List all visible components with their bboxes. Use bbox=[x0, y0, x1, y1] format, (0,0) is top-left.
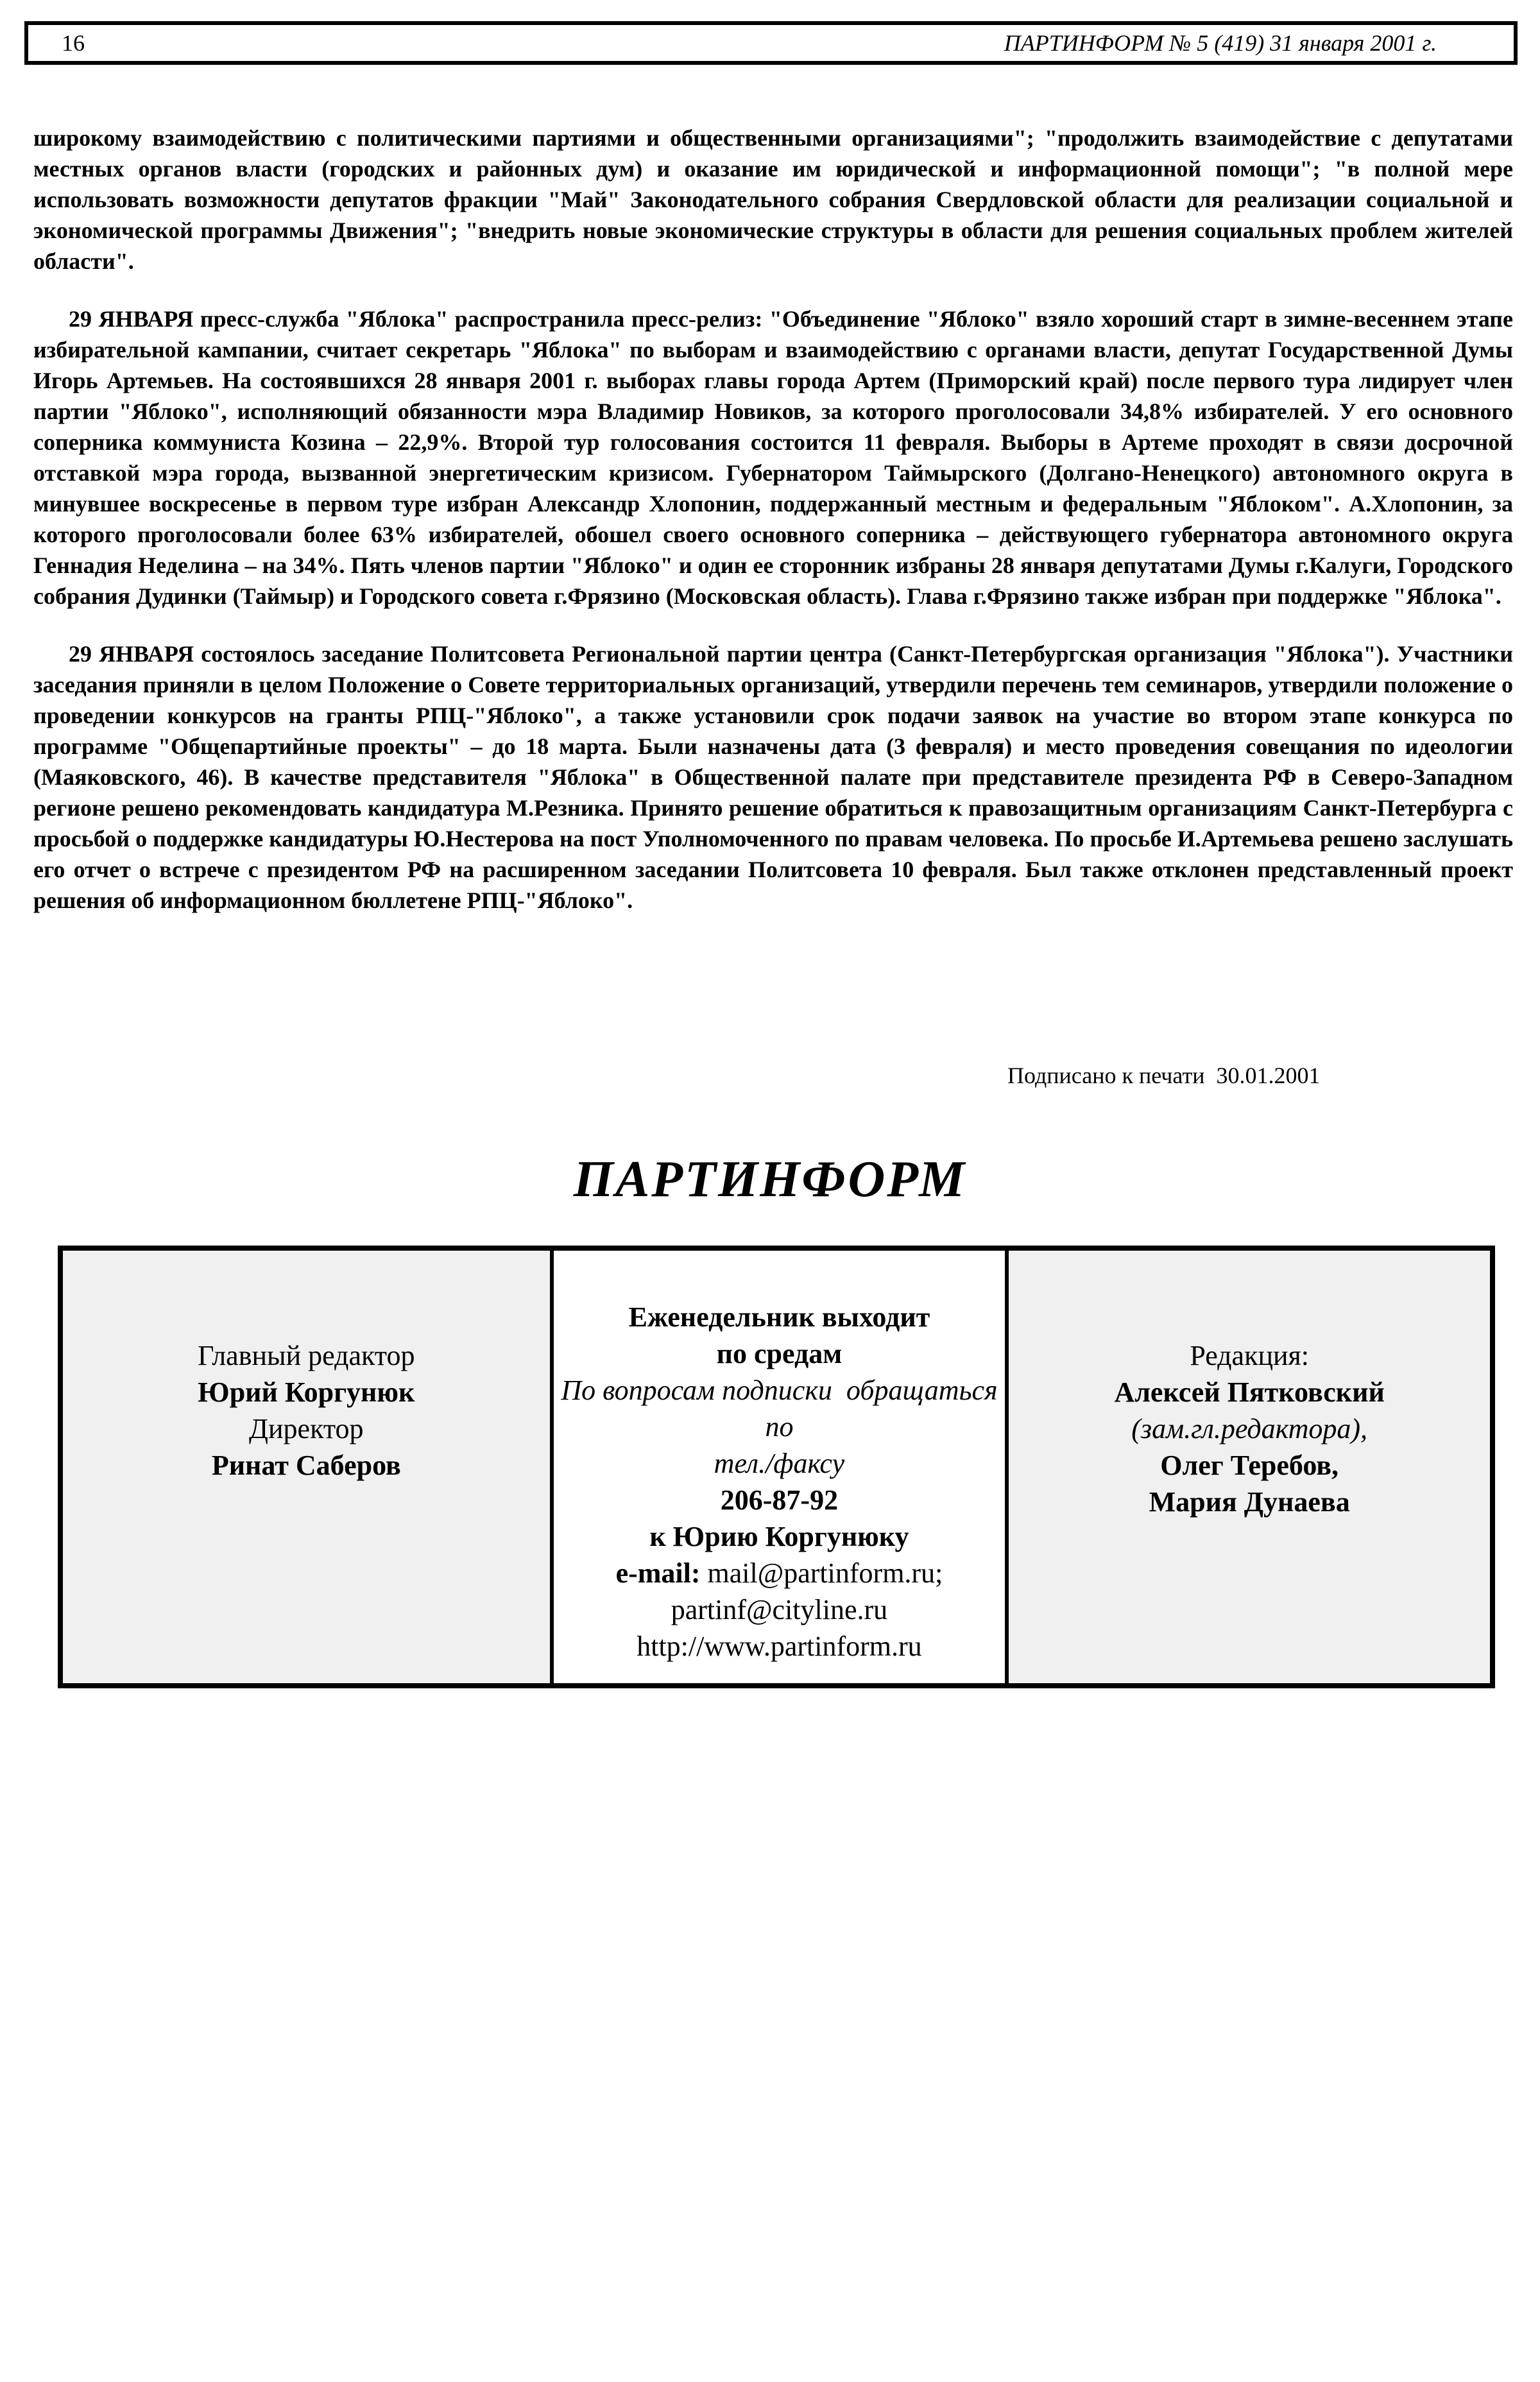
paragraph-jan29-yabloko-press: 29 ЯНВАРЯ пресс-служба "Яблока" распространила пресс-релиз: "Объединение "Яблоко" взяло хороший старт в зимне-весеннем этапе избирательной кампании, считает секретарь "Яблока" по выборам и взаимодействию с органами власти, депутат Государственной Думы Игорь Артемьев. На состоявшихся 28 января 2001 г. выборах главы города Артем (Приморский край) после первого тура лидирует член партии "Яблоко", исполняющий обязанности мэра Владимир Новиков, за которого проголосовали 34,8% избирателей. У его основного соперника коммуниста Козина – 22,9%. Второй тур голосования состоится 11 февраля. Выборы в Артеме проходят в связи досрочной отставкой мэра города, вызванной энергетическим кризисом. Губернатором Таймырского (Долгано-Ненецкого) автономного округа в минувшее воскресенье в первом туре избран Александр Хлопонин, поддержанный местным и федеральным "Яблоком". А.Хлопонин, за которого проголосовали более 63% избирателей, обошел своего основного соперника – действующего губернатора автономного округа Геннадия Неделина – на 34%. Пять членов партии "Яблоко" и один ее сторонник избраны 28 января депутатами Думы г.Калуги, Городского собрания Дудинки (Таймыр) и Городского совета г.Фрязино (Московская область). Глава г.Фрязино также избран при поддержке "Яблока". bbox=[33, 306, 1513, 609]
paragraph-jan29-politsovet: 29 ЯНВАРЯ состоялось заседание Политсовета Региональной партии центра (Санкт-Петербургская организация "Яблока"). Участники заседания приняли в целом Положение о Совете территориальных организаций, утвердили перечень тем семинаров, утвердили положение о проведении конкурсов на гранты РПЦ-"Яблоко", а также установили срок подачи заявок на участие во втором этапе конкурса по программе "Общепартийные проекты" – до 18 марта. Были назначены дата (3 февраля) и место проведения совещания по идеологии (Маяковского, 46). В качестве представителя "Яблока" в Общественной палате при представителе президента РФ в Северо-Западном регионе решено рекомендовать кандидатура М.Резника. Принято решение обратиться к правозащитным организациям Санкт-Петербурга с просьбой о поддержке кандидатуры Ю.Нестерова на пост Уполномоченного по правам человека. По просьбе И.Артемьева решено заслушать его отчет о встрече с президентом РФ на расширенном заседании Политсовета 10 февраля. Был также отклонен представленный проект решения об информационном бюллетене РПЦ-"Яблоко". bbox=[33, 641, 1513, 913]
subscription-note: По вопросам подписки обращаться bbox=[561, 1375, 998, 1406]
page-header-band bbox=[24, 21, 1518, 65]
masthead-title: ПАРТИНФОРМ bbox=[573, 1151, 967, 1208]
editorial-title: Редакция: bbox=[1190, 1340, 1310, 1371]
email-label: e-mail: bbox=[615, 1557, 701, 1589]
staff-member-1: Алексей Пятковский bbox=[1114, 1376, 1385, 1408]
director-name: Ринат Саберов bbox=[211, 1450, 401, 1481]
schedule-line-1: Еженедельник выходит bbox=[628, 1301, 930, 1333]
imprint-table bbox=[58, 1246, 1495, 1688]
director-role-label: Директор bbox=[249, 1413, 364, 1444]
website-url: http://www.partinform.ru bbox=[637, 1631, 922, 1662]
imprint-cell-editors bbox=[60, 1248, 552, 1686]
article-body bbox=[33, 123, 1513, 916]
staff-member-2: Олег Теребов, bbox=[1160, 1450, 1339, 1481]
imprint-cell-contacts bbox=[552, 1248, 1007, 1686]
email-address-1: mail@partinform.ru; bbox=[700, 1557, 943, 1589]
staff-member-3: Мария Дунаева bbox=[1149, 1486, 1350, 1518]
subscription-note-2: по bbox=[765, 1411, 794, 1443]
imprint-cell-editorial-staff bbox=[1007, 1248, 1493, 1686]
contact-person: к Юрию Коргунюку bbox=[649, 1521, 909, 1552]
editor-name: Юрий Коргунюк bbox=[198, 1376, 415, 1408]
paragraph-continuation: широкому взаимодействию с политическими партиями и общественными организациями"; "продолжить взаимодействие с депутатами местных органов власти (городских и районных дум) и оказание им юридической и информационной помощи"; "в полной мере использовать возможности депутатов фракции "Май" Законодательного собрания Свердловской области для реализации социальной и экономической программы Движения"; "внедрить новые экономические структуры в области для решения социальных проблем жителей области". bbox=[33, 125, 1513, 274]
issue-reference: ПАРТИНФОРМ № 5 (419) 31 января 2001 г. bbox=[1004, 30, 1437, 56]
staff-member-1-role: (зам.гл.редактора), bbox=[1131, 1413, 1368, 1444]
page-number: 16 bbox=[62, 30, 85, 56]
schedule-line-2: по средам bbox=[716, 1338, 843, 1369]
email-address-2: partinf@cityline.ru bbox=[671, 1594, 888, 1625]
phone-number: 206-87-92 bbox=[720, 1484, 839, 1516]
signed-to-print-line: Подписано к печати 30.01.2001 bbox=[1007, 1063, 1321, 1088]
editor-role-label: Главный редактор bbox=[198, 1340, 415, 1371]
subscription-note-3: тел./факсу bbox=[714, 1448, 845, 1479]
email-line bbox=[554, 1555, 1005, 1591]
